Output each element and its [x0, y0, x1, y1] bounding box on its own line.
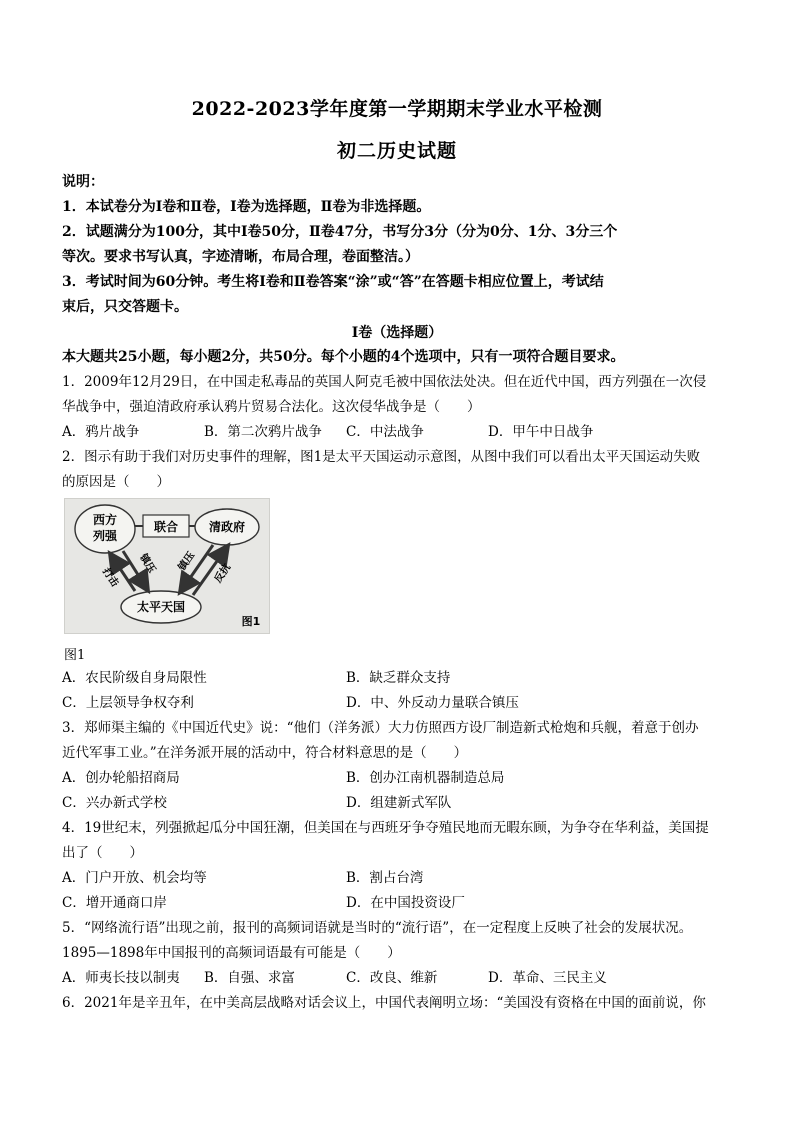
question-3-text: 近代军事工业。”在洋务派开展的活动中，符合材料意思的是（ ） — [62, 745, 468, 761]
section-title: Ⅰ卷（选择题） — [351, 325, 443, 341]
resist-label: 反抗 — [212, 562, 234, 585]
section-description: 本大题共25小题，每小题2分，共50分。每个小题的4个选项中，只有一项符合题目要求。 — [62, 349, 625, 365]
question-2-text: 的原因是（ ） — [62, 474, 170, 490]
attack-label: 打击 — [99, 566, 121, 589]
instruction-line: 3．考试时间为60分钟。考生将Ⅰ卷和Ⅱ卷答案“涂”或“答”在答题卡相应位置上，考试结 — [62, 274, 604, 290]
q1-option-b: B．第二次鸦片战争 — [204, 424, 322, 440]
q3-option-a: A．创办轮船招商局 — [62, 770, 180, 786]
suppress-left-label: 镇压 — [137, 552, 158, 576]
q3-option-c: C．兴办新式学校 — [62, 795, 167, 811]
suppress-right-label: 镇压 — [176, 550, 198, 573]
q1-option-c: C．中法战争 — [346, 424, 424, 440]
q1-option-a: A．鸦片战争 — [62, 424, 140, 440]
figure-caption: 图1 — [64, 648, 86, 663]
q3-option-d: D．组建新式军队 — [346, 795, 452, 811]
q5-option-a: A．师夷长技以制夷 — [62, 970, 180, 986]
q2-option-c: C．上层领导争权夺利 — [62, 695, 194, 711]
question-2-text: 2．图示有助于我们对历史事件的理解，图1是太平天国运动示意图，从图中我们可以看出太平天国运动失败 — [62, 449, 701, 465]
q2-option-b: B．缺乏群众支持 — [346, 670, 451, 686]
question-5-text: 1895—1898年中国报刊的高频词语最有可能是（ ） — [62, 945, 401, 961]
west-label-2: 列强 — [92, 529, 118, 543]
question-6-text: 6．2021年是辛丑年，在中美高层战略对话会议上，中国代表阐明立场：“美国没有资格在中国的面前说，你 — [62, 995, 706, 1011]
instruction-line: 束后，只交答题卡。 — [62, 299, 188, 315]
exam-subtitle: 初二历史试题 — [336, 140, 457, 162]
question-5-text: 5．“网络流行语”出现之前，报刊的高频词语就是当时的“流行语”，在一定程度上反映了社会的发展状况。 — [62, 920, 693, 936]
q2-option-a: A．农民阶级自身局限性 — [62, 670, 207, 686]
q4-option-d: D．在中国投资设厂 — [346, 895, 465, 911]
figure-inner-label: 图1 — [241, 615, 261, 628]
instruction-line: 1．本试卷分为Ⅰ卷和Ⅱ卷，Ⅰ卷为选择题，Ⅱ卷为非选择题。 — [62, 199, 431, 215]
q4-option-c: C．增开通商口岸 — [62, 895, 167, 911]
q5-option-d: D．革命、三民主义 — [488, 970, 607, 986]
question-1-text: 1．2009年12月29日，在中国走私毒品的英国人阿克毛被中国依法处决。但在近代中国，西方列强在一次侵 — [62, 374, 707, 390]
exam-title: 2022-2023学年度第一学期期末学业水平检测 — [191, 98, 603, 120]
west-label-1: 西方 — [92, 513, 118, 527]
q2-option-d: D．中、外反动力量联合镇压 — [346, 695, 519, 711]
unite-label: 联合 — [153, 520, 179, 534]
question-4-text: 4．19世纪末，列强掀起瓜分中国狂潮，但美国在与西班牙争夺殖民地而无暇东顾，为争夺在华利益，美国提 — [62, 820, 709, 836]
q4-option-a: A．门户开放、机会均等 — [62, 870, 207, 886]
question-1-text: 华战争中，强迫清政府承认鸦片贸易合法化。这次侵华战争是（ ） — [62, 399, 481, 415]
instruction-line: 等次。要求书写认真，字迹清晰，布局合理，卷面整洁。） — [62, 249, 419, 265]
q4-option-b: B．割占台湾 — [346, 870, 424, 886]
question-3-text: 3．郑师渠主编的《中国近代史》说：“他们（洋务派）大力仿照西方设厂制造新式枪炮和兵舰，着意于创办 — [62, 720, 699, 736]
q5-option-b: B．自强、求富 — [204, 970, 295, 986]
taiping-diagram — [64, 498, 270, 634]
taiping-diagram-svg — [65, 499, 269, 633]
taiping-label: 太平天国 — [136, 600, 186, 614]
q3-option-b: B．创办江南机器制造总局 — [346, 770, 505, 786]
q1-option-d: D．甲午中日战争 — [488, 424, 594, 440]
question-4-text: 出了（ ） — [62, 845, 143, 861]
qing-label: 清政府 — [208, 520, 246, 534]
q5-option-c: C．改良、维新 — [346, 970, 438, 986]
instruction-line: 2．试题满分为100分，其中Ⅰ卷50分，Ⅱ卷47分，书写分3分（分为0分、1分、3分三个 — [62, 224, 618, 240]
instructions-heading: 说明： — [62, 174, 104, 190]
